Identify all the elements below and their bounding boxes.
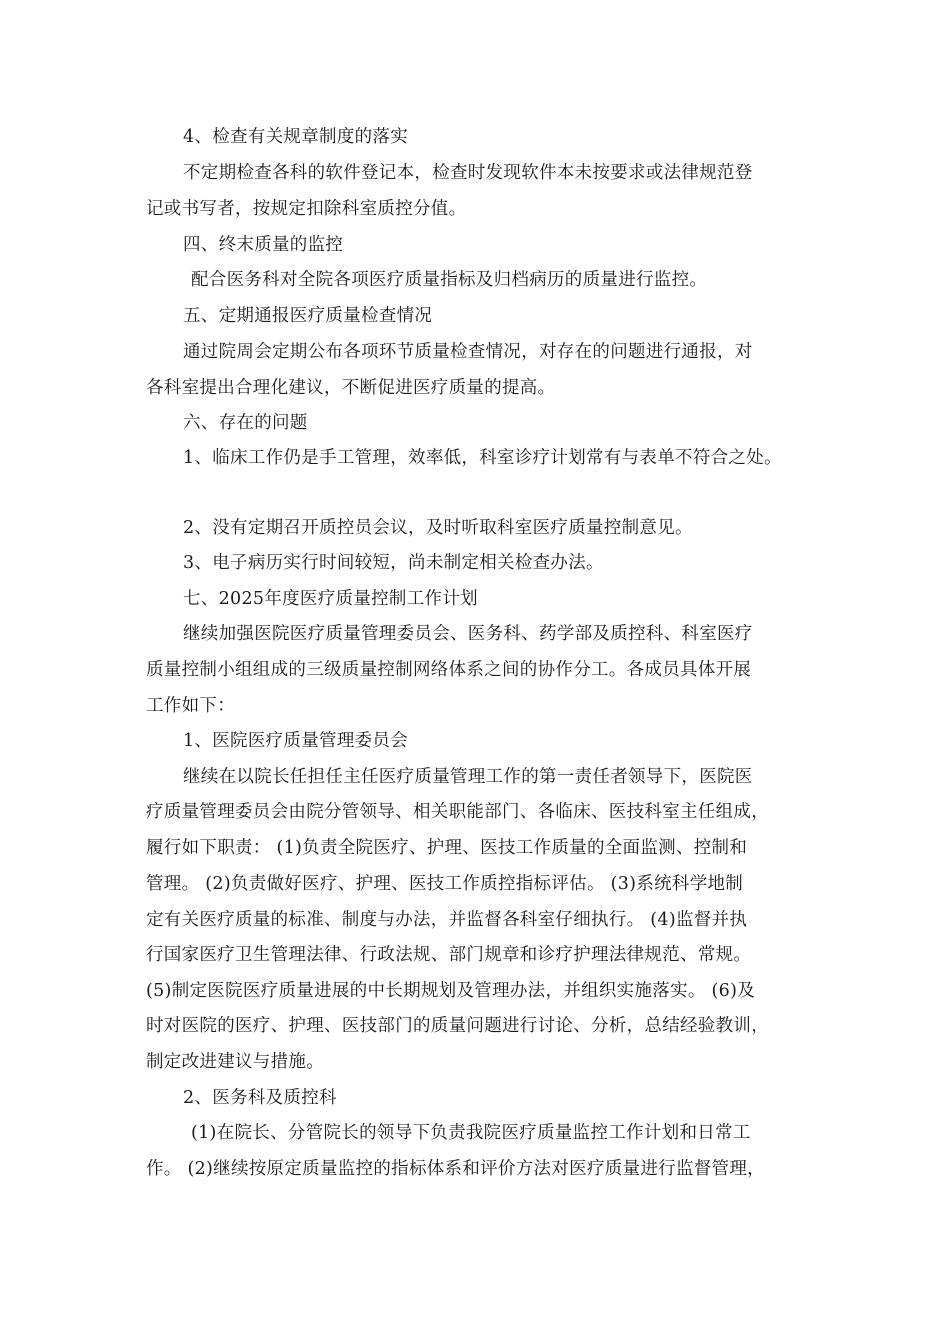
paragraph-line: (5)制定医院医疗质量进展的中长期规划及管理办法，并组织实施落实。 (6)及	[146, 981, 756, 1001]
section-heading: 五、定期通报医疗质量检查情况	[183, 306, 433, 326]
paragraph-line: 不定期检查各科的软件登记本，检查时发现软件本未按要求或法律规范登	[183, 163, 753, 183]
section-heading: 七、2025年度医疗质量控制工作计划	[183, 589, 478, 609]
section-heading: 四、终末质量的监控	[183, 235, 344, 255]
item-heading: 2、医务科及质控科	[183, 1088, 337, 1108]
paragraph-line: 时对医院的医疗、护理、医技部门的质量问题进行讨论、分析，总结经验教训，	[146, 1016, 769, 1036]
paragraph-line: 配合医务科对全院各项医疗质量指标及归档病历的质量进行监控。	[191, 270, 708, 290]
paragraph-line: 质量控制小组组成的三级质量控制网络体系之间的协作分工。各成员具体开展	[146, 660, 752, 680]
paragraph-line: 履行如下职责： (1)负责全院医疗、护理、医技工作质量的全面监测、控制和	[146, 838, 748, 858]
paragraph-line: 行国家医疗卫生管理法律、行政法规、部门规章和诊疗护理法律规范、常规。	[146, 945, 752, 965]
paragraph-line: 继续加强医院医疗质量管理委员会、医务科、药学部及质控科、科室医疗	[183, 624, 753, 644]
paragraph-line: 记或书写者，按规定扣除科室质控分值。	[146, 199, 467, 219]
item-heading: 1、医院医疗质量管理委员会	[183, 731, 409, 751]
list-item: 2、没有定期召开质控员会议，及时听取科室医疗质量控制意见。	[183, 518, 693, 538]
paragraph-line: 管理。 (2)负责做好医疗、护理、医技工作质控指标评估。 (3)系统科学地制	[146, 874, 744, 894]
paragraph-line: 工作如下：	[146, 696, 235, 716]
paragraph-line: (1)在院长、分管院长的领导下负责我院医疗质量监控工作计划和日常工	[191, 1123, 751, 1143]
section-heading: 六、存在的问题	[183, 413, 308, 433]
paragraph-line: 作。 (2)继续按原定质量监控的指标体系和评价方法对医疗质量进行监督管理，	[146, 1159, 765, 1179]
paragraph-line: 各科室提出合理化建议，不断促进医疗质量的提高。	[146, 378, 556, 398]
paragraph-line: 定有关医疗质量的标准、制度与办法，并监督各科室仔细执行。 (4)监督并执	[146, 910, 748, 930]
list-item: 3、电子病历实行时间较短，尚未制定相关检查办法。	[183, 553, 604, 573]
list-item: 1、临床工作仍是手工管理，效率低，科室诊疗计划常有与表单不符合之处。	[183, 448, 782, 468]
paragraph-line: 继续在以院长任担任主任医疗质量管理工作的第一责任者领导下，医院医	[183, 767, 753, 787]
item-heading: 4、检查有关规章制度的落实	[183, 127, 409, 147]
paragraph-line: 通过院周会定期公布各项环节质量检查情况，对存在的问题进行通报，对	[183, 342, 753, 362]
paragraph-line: 制定改进建议与措施。	[146, 1052, 324, 1072]
paragraph-line: 疗质量管理委员会由院分管领导、相关职能部门、各临床、医技科室主任组成，	[146, 802, 769, 822]
